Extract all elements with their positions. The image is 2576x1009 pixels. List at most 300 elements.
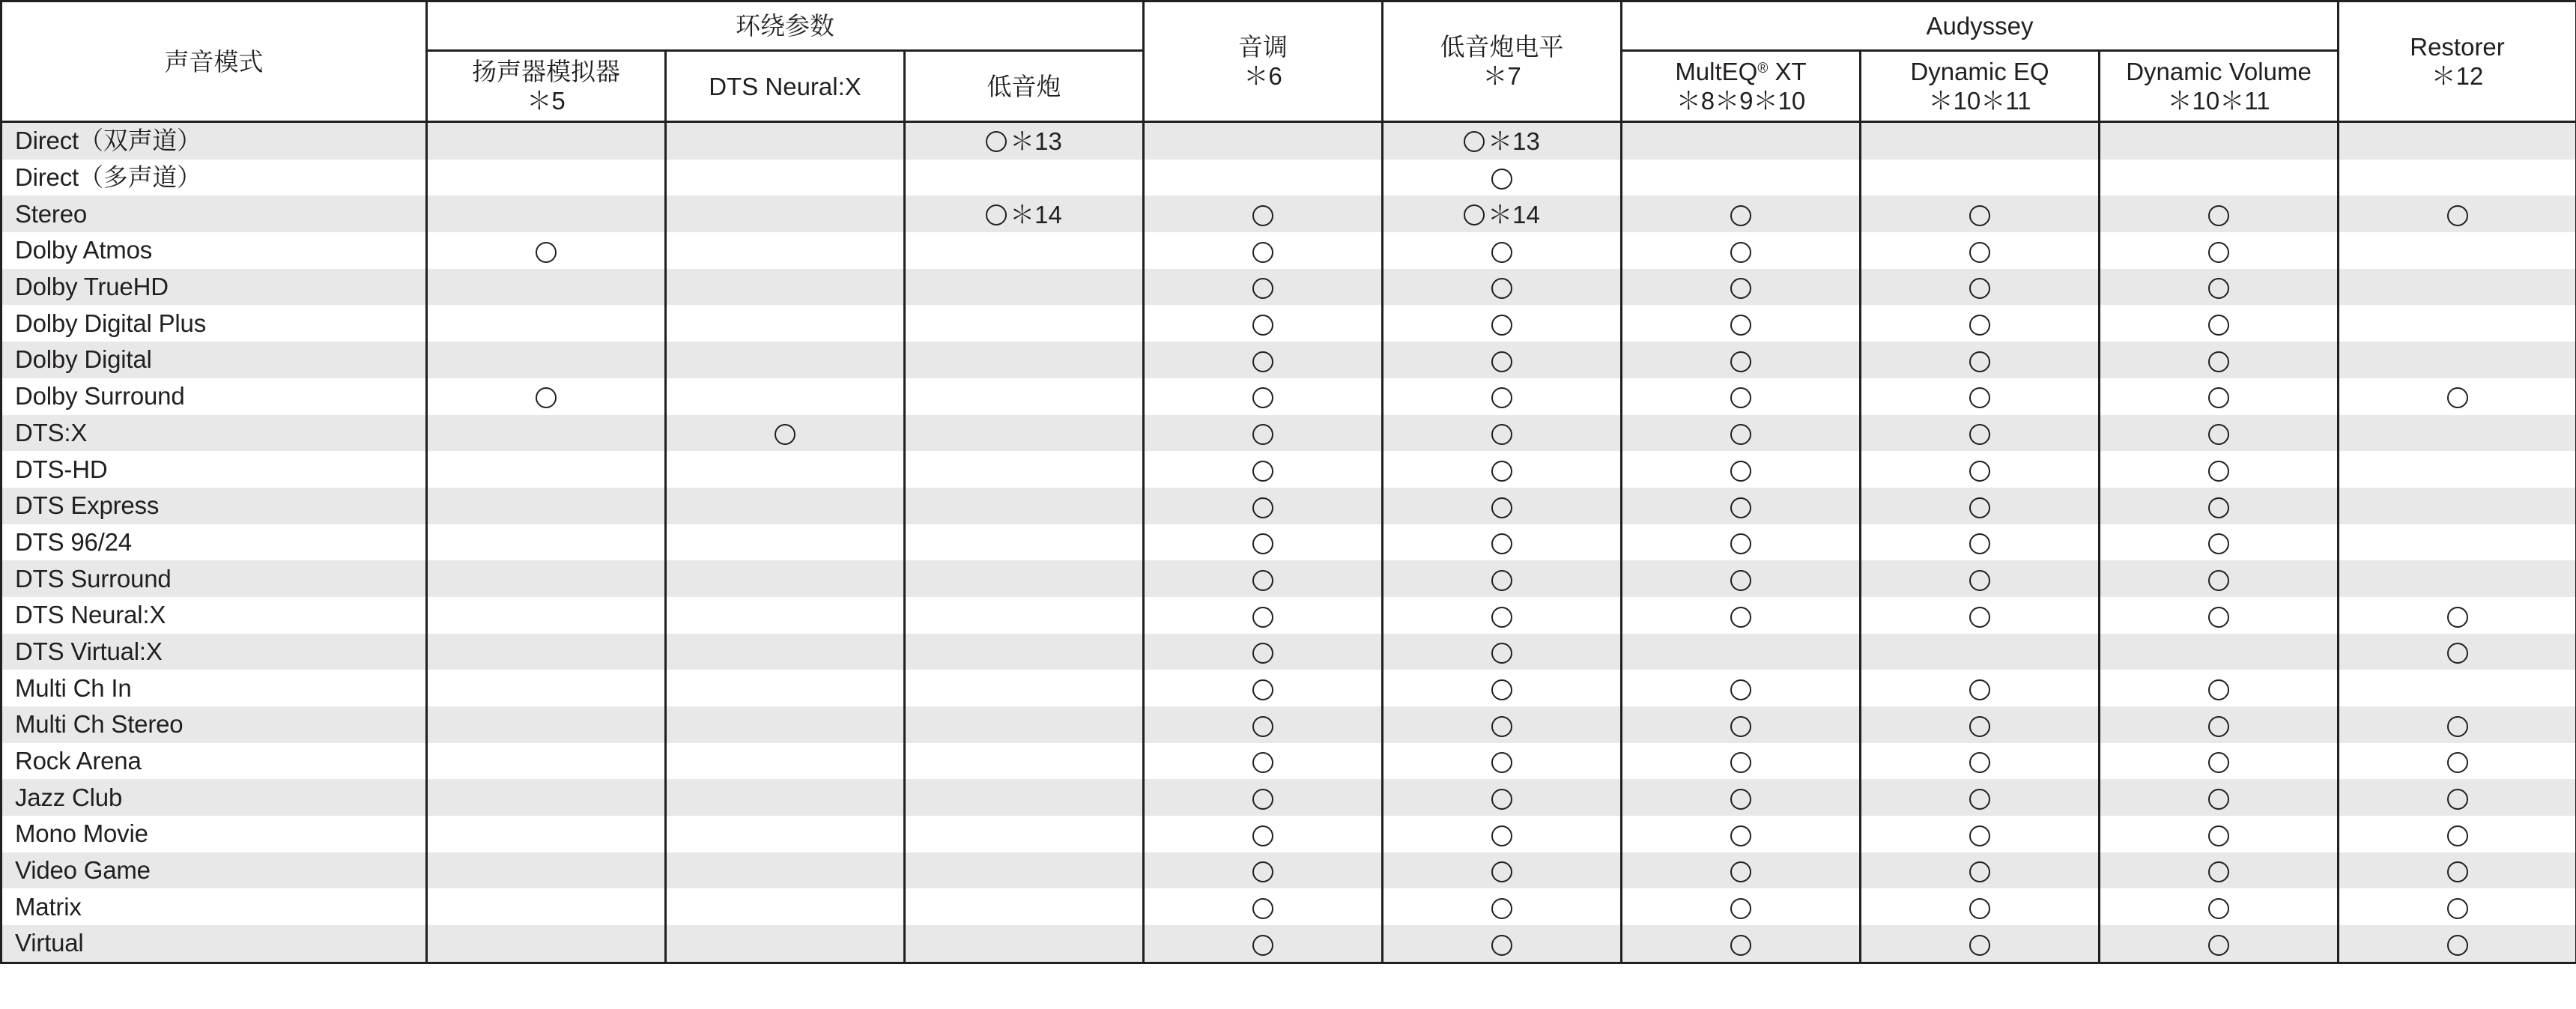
supported-circle-icon (1730, 533, 1751, 554)
supported-circle-icon (1969, 387, 1990, 408)
table-row (1, 488, 2576, 524)
supported-circle-icon (2447, 643, 2468, 664)
cell-dynamic-volume (2100, 415, 2339, 452)
supported-circle-icon (1491, 570, 1512, 591)
cell-dynamic-eq (1861, 634, 2100, 670)
table-row (1, 196, 2576, 232)
supported-circle-icon (1491, 533, 1512, 554)
header-sound-mode: 声音模式 (1, 1, 427, 122)
supported-circle-icon (1252, 935, 1273, 956)
cell-speaker-virtualizer (427, 634, 666, 670)
cell-dts-neural-x (666, 378, 905, 415)
supported-circle-icon (2208, 861, 2229, 882)
cell-dynamic-eq (1861, 415, 2100, 452)
cell-speaker-virtualizer (427, 196, 666, 232)
table-row (1, 597, 2576, 634)
table-row (1, 269, 2576, 306)
cell-speaker-virtualizer (427, 232, 666, 269)
supported-circle-icon (2447, 387, 2468, 408)
cell-dynamic-eq (1861, 524, 2100, 561)
table-row (1, 925, 2576, 963)
supported-circle-icon (1730, 315, 1751, 336)
cell-multeq-xt (1622, 634, 1861, 670)
header-speaker-virtualizer (427, 51, 666, 122)
cell-multeq-xt (1622, 342, 1861, 378)
table-row (1, 706, 2576, 743)
cell-restorer (2339, 670, 2576, 706)
supported-circle-icon (2208, 789, 2229, 810)
cell-tone (1144, 852, 1383, 889)
cell-multeq-xt (1622, 779, 1861, 816)
supported-circle-icon (2208, 533, 2229, 554)
cell-tone (1144, 196, 1383, 232)
cell-dts-neural-x (666, 415, 905, 452)
supported-circle-icon (1969, 861, 1990, 882)
cell-tone (1144, 378, 1383, 415)
supported-circle-icon (1969, 278, 1990, 299)
cell-dynamic-eq (1861, 232, 2100, 269)
supported-circle-icon (1491, 315, 1512, 336)
supported-circle-icon (1730, 789, 1751, 810)
cell-subwoofer (905, 670, 1144, 706)
cell-speaker-virtualizer (427, 925, 666, 963)
table-row (1, 415, 2576, 452)
cell-subwoofer-level (1383, 232, 1622, 269)
cell-tone (1144, 743, 1383, 780)
cell-dynamic-volume (2100, 232, 2339, 269)
sound-mode-name: Dolby Atmos (1, 232, 427, 269)
cell-restorer (2339, 743, 2576, 780)
supported-circle-icon (2208, 607, 2229, 628)
header-subwoofer: 低音炮 (905, 51, 1144, 122)
cell-multeq-xt (1622, 305, 1861, 342)
supported-circle-icon (1491, 898, 1512, 919)
cell-subwoofer (905, 196, 1144, 232)
cell-subwoofer (905, 816, 1144, 852)
cell-subwoofer-level (1383, 122, 1622, 160)
cell-dts-neural-x (666, 451, 905, 488)
supported-circle-icon (1252, 752, 1273, 773)
supported-circle-icon (1464, 131, 1485, 152)
table-row (1, 342, 2576, 378)
supported-circle-icon (1730, 242, 1751, 263)
cell-tone (1144, 160, 1383, 196)
table-row (1, 232, 2576, 269)
header-dynamic-eq-label: Dynamic EQ (1910, 58, 2049, 85)
header-tone-note: ＊6 (1243, 62, 1282, 90)
supported-circle-icon (2447, 935, 2468, 956)
header-dynamic-eq (1861, 51, 2100, 122)
cell-dynamic-eq (1861, 451, 2100, 488)
cell-dynamic-volume (2100, 160, 2339, 196)
header-dts-neural-x: DTS Neural:X (666, 51, 905, 122)
header-dynamic-eq-note: ＊10＊11 (1928, 87, 2031, 115)
supported-circle-icon (1730, 387, 1751, 408)
cell-dts-neural-x (666, 888, 905, 925)
supported-circle-icon (1491, 351, 1512, 372)
sound-mode-name: Video Game (1, 852, 427, 889)
cell-subwoofer (905, 779, 1144, 816)
supported-circle-icon (2208, 387, 2229, 408)
cell-speaker-virtualizer (427, 888, 666, 925)
supported-circle-icon (1730, 497, 1751, 518)
supported-circle-icon (1730, 935, 1751, 956)
cell-subwoofer (905, 451, 1144, 488)
cell-multeq-xt (1622, 888, 1861, 925)
table-row (1, 852, 2576, 889)
cell-subwoofer (905, 415, 1144, 452)
header-subwoofer-level-label: 低音炮电平 (1440, 33, 1564, 61)
cell-dts-neural-x (666, 232, 905, 269)
cell-tone (1144, 925, 1383, 963)
supported-circle-icon (1491, 387, 1512, 408)
supported-circle-icon (536, 242, 557, 263)
cell-subwoofer-level (1383, 378, 1622, 415)
supported-circle-icon (1491, 278, 1512, 299)
supported-circle-icon (1969, 679, 1990, 700)
cell-dynamic-eq (1861, 816, 2100, 852)
supported-circle-icon (1491, 461, 1512, 482)
cell-dynamic-eq (1861, 560, 2100, 597)
cell-restorer (2339, 816, 2576, 852)
supported-circle-icon (775, 424, 795, 445)
sound-mode-name: DTS-HD (1, 451, 427, 488)
cell-dts-neural-x (666, 305, 905, 342)
supported-circle-icon (1969, 752, 1990, 773)
cell-dts-neural-x (666, 670, 905, 706)
cell-dynamic-eq (1861, 342, 2100, 378)
supported-circle-icon (1252, 205, 1273, 226)
supported-circle-icon (1491, 825, 1512, 846)
header-tone-label: 音调 (1238, 33, 1288, 61)
cell-speaker-virtualizer (427, 779, 666, 816)
supported-circle-icon (1730, 424, 1751, 445)
multeq-text: MultEQ (1675, 58, 1758, 85)
supported-circle-icon (1491, 607, 1512, 628)
supported-circle-icon (2208, 461, 2229, 482)
cell-multeq-xt (1622, 925, 1861, 963)
cell-dynamic-volume (2100, 122, 2339, 160)
cell-restorer (2339, 196, 2576, 232)
sound-mode-name: Stereo (1, 196, 427, 232)
supported-circle-icon (1252, 679, 1273, 700)
cell-dynamic-volume (2100, 342, 2339, 378)
supported-circle-icon (1491, 716, 1512, 737)
header-restorer (2339, 1, 2576, 122)
sound-mode-name: Direct（双声道） (1, 122, 427, 160)
cell-subwoofer (905, 888, 1144, 925)
cell-dynamic-volume (2100, 378, 2339, 415)
supported-circle-icon (1252, 716, 1273, 737)
cell-dynamic-eq (1861, 852, 2100, 889)
cell-subwoofer-level (1383, 415, 1622, 452)
supported-circle-icon (1730, 861, 1751, 882)
supported-circle-icon (1491, 679, 1512, 700)
supported-circle-icon (1491, 752, 1512, 773)
cell-multeq-xt (1622, 122, 1861, 160)
supported-circle-icon (2208, 497, 2229, 518)
cell-dts-neural-x (666, 342, 905, 378)
cell-subwoofer (905, 852, 1144, 889)
cell-dynamic-volume (2100, 888, 2339, 925)
cell-restorer (2339, 488, 2576, 524)
cell-subwoofer-level (1383, 160, 1622, 196)
supported-circle-icon (2447, 789, 2468, 810)
cell-dynamic-eq (1861, 305, 2100, 342)
supported-circle-icon (1491, 861, 1512, 882)
sound-mode-name: Jazz Club (1, 779, 427, 816)
supported-circle-icon (2208, 570, 2229, 591)
footnote-ref: ＊14 (1488, 200, 1540, 228)
cell-dts-neural-x (666, 160, 905, 196)
cell-subwoofer-level (1383, 743, 1622, 780)
cell-dynamic-eq (1861, 378, 2100, 415)
cell-subwoofer (905, 232, 1144, 269)
cell-speaker-virtualizer (427, 305, 666, 342)
cell-subwoofer-level (1383, 779, 1622, 816)
cell-dynamic-eq (1861, 743, 2100, 780)
cell-tone (1144, 488, 1383, 524)
cell-subwoofer (905, 122, 1144, 160)
cell-dynamic-eq (1861, 160, 2100, 196)
header-dynamic-volume (2100, 51, 2339, 122)
cell-dynamic-volume (2100, 779, 2339, 816)
table-header (1, 1, 2576, 122)
cell-dts-neural-x (666, 560, 905, 597)
supported-circle-icon (1730, 205, 1751, 226)
sound-mode-name: Matrix (1, 888, 427, 925)
cell-dts-neural-x (666, 852, 905, 889)
header-restorer-label: Restorer (2410, 33, 2505, 61)
supported-circle-icon (1969, 351, 1990, 372)
supported-circle-icon (2447, 861, 2468, 882)
sound-mode-name: Rock Arena (1, 743, 427, 780)
cell-multeq-xt (1622, 706, 1861, 743)
cell-subwoofer (905, 524, 1144, 561)
cell-speaker-virtualizer (427, 597, 666, 634)
cell-subwoofer (905, 634, 1144, 670)
cell-subwoofer (905, 597, 1144, 634)
cell-subwoofer-level (1383, 852, 1622, 889)
cell-tone (1144, 415, 1383, 452)
supported-circle-icon (1252, 278, 1273, 299)
cell-dynamic-volume (2100, 305, 2339, 342)
cell-dts-neural-x (666, 743, 905, 780)
supported-circle-icon (1252, 387, 1273, 408)
cell-tone (1144, 816, 1383, 852)
cell-tone (1144, 232, 1383, 269)
cell-multeq-xt (1622, 816, 1861, 852)
cell-restorer (2339, 451, 2576, 488)
cell-speaker-virtualizer (427, 122, 666, 160)
table-row (1, 451, 2576, 488)
supported-circle-icon (2447, 825, 2468, 846)
cell-restorer (2339, 160, 2576, 196)
cell-tone (1144, 560, 1383, 597)
cell-restorer (2339, 415, 2576, 452)
header-dynamic-volume-note: ＊10＊11 (2167, 87, 2270, 115)
supported-circle-icon (1491, 424, 1512, 445)
cell-dts-neural-x (666, 122, 905, 160)
supported-circle-icon (2208, 935, 2229, 956)
cell-multeq-xt (1622, 451, 1861, 488)
sound-mode-name: Multi Ch Stereo (1, 706, 427, 743)
cell-subwoofer (905, 743, 1144, 780)
supported-circle-icon (1252, 607, 1273, 628)
header-speaker-virtualizer-note: ＊5 (527, 87, 566, 115)
cell-dynamic-volume (2100, 597, 2339, 634)
cell-multeq-xt (1622, 488, 1861, 524)
sound-mode-name: Dolby Surround (1, 378, 427, 415)
cell-dts-neural-x (666, 706, 905, 743)
cell-dynamic-eq (1861, 779, 2100, 816)
sound-mode-name: DTS Express (1, 488, 427, 524)
cell-subwoofer-level (1383, 342, 1622, 378)
footnote-ref: ＊14 (1010, 200, 1062, 228)
supported-circle-icon (1252, 242, 1273, 263)
sound-mode-name: Virtual (1, 925, 427, 963)
supported-circle-icon (1252, 643, 1273, 664)
cell-multeq-xt (1622, 524, 1861, 561)
supported-circle-icon (1969, 242, 1990, 263)
cell-dynamic-eq (1861, 925, 2100, 963)
cell-dynamic-volume (2100, 488, 2339, 524)
cell-restorer (2339, 269, 2576, 306)
cell-speaker-virtualizer (427, 852, 666, 889)
cell-subwoofer (905, 488, 1144, 524)
cell-subwoofer (905, 378, 1144, 415)
cell-speaker-virtualizer (427, 524, 666, 561)
cell-subwoofer-level (1383, 196, 1622, 232)
cell-multeq-xt (1622, 743, 1861, 780)
cell-dynamic-volume (2100, 743, 2339, 780)
supported-circle-icon (1969, 533, 1990, 554)
cell-dts-neural-x (666, 488, 905, 524)
cell-tone (1144, 634, 1383, 670)
cell-dynamic-eq (1861, 196, 2100, 232)
supported-circle-icon (2208, 679, 2229, 700)
supported-circle-icon (1969, 825, 1990, 846)
supported-circle-icon (986, 131, 1007, 152)
sound-mode-name: Multi Ch In (1, 670, 427, 706)
registered-mark: ® (1757, 61, 1769, 76)
cell-dts-neural-x (666, 524, 905, 561)
cell-dynamic-eq (1861, 488, 2100, 524)
supported-circle-icon (1730, 461, 1751, 482)
supported-circle-icon (2208, 242, 2229, 263)
supported-circle-icon (1491, 789, 1512, 810)
supported-circle-icon (1252, 789, 1273, 810)
sound-mode-name: DTS Surround (1, 560, 427, 597)
cell-speaker-virtualizer (427, 560, 666, 597)
header-subwoofer-level (1383, 1, 1622, 122)
cell-restorer (2339, 378, 2576, 415)
cell-tone (1144, 451, 1383, 488)
cell-multeq-xt (1622, 670, 1861, 706)
cell-speaker-virtualizer (427, 342, 666, 378)
footnote-ref: ＊13 (1488, 127, 1540, 156)
cell-subwoofer-level (1383, 269, 1622, 306)
cell-subwoofer-level (1383, 634, 1622, 670)
header-audyssey: Audyssey (1622, 1, 2339, 51)
cell-restorer (2339, 122, 2576, 160)
supported-circle-icon (1730, 278, 1751, 299)
cell-tone (1144, 888, 1383, 925)
table-row (1, 122, 2576, 160)
supported-circle-icon (1491, 643, 1512, 664)
header-multeq-xt-note: ＊8＊9＊10 (1676, 87, 1806, 115)
cell-multeq-xt (1622, 269, 1861, 306)
cell-speaker-virtualizer (427, 451, 666, 488)
supported-circle-icon (1252, 898, 1273, 919)
supported-circle-icon (2447, 752, 2468, 773)
cell-dynamic-volume (2100, 816, 2339, 852)
supported-circle-icon (2208, 825, 2229, 846)
table-row (1, 305, 2576, 342)
supported-circle-icon (1969, 789, 1990, 810)
cell-dynamic-volume (2100, 852, 2339, 889)
supported-circle-icon (2447, 716, 2468, 737)
supported-circle-icon (1730, 570, 1751, 591)
sound-mode-name: DTS Virtual:X (1, 634, 427, 670)
supported-circle-icon (2447, 205, 2468, 226)
table-row (1, 160, 2576, 196)
header-multeq-xt-label (1622, 57, 1859, 86)
supported-circle-icon (1491, 169, 1512, 190)
supported-circle-icon (1969, 461, 1990, 482)
cell-subwoofer (905, 560, 1144, 597)
cell-subwoofer (905, 706, 1144, 743)
cell-restorer (2339, 560, 2576, 597)
cell-dynamic-volume (2100, 925, 2339, 963)
multeq-suffix: XT (1768, 58, 1807, 85)
sound-mode-name: DTS Neural:X (1, 597, 427, 634)
header-subwoofer-level-note: ＊7 (1482, 62, 1521, 90)
supported-circle-icon (1252, 497, 1273, 518)
supported-circle-icon (1491, 242, 1512, 263)
cell-dts-neural-x (666, 597, 905, 634)
cell-dts-neural-x (666, 925, 905, 963)
cell-dynamic-volume (2100, 706, 2339, 743)
header-speaker-virtualizer-label: 扬声器模拟器 (472, 58, 620, 85)
cell-multeq-xt (1622, 196, 1861, 232)
cell-dynamic-eq (1861, 706, 2100, 743)
cell-multeq-xt (1622, 232, 1861, 269)
cell-subwoofer (905, 925, 1144, 963)
cell-subwoofer-level (1383, 560, 1622, 597)
cell-restorer (2339, 706, 2576, 743)
cell-restorer (2339, 634, 2576, 670)
header-multeq-xt (1622, 51, 1861, 122)
supported-circle-icon (1491, 497, 1512, 518)
cell-speaker-virtualizer (427, 670, 666, 706)
cell-dynamic-eq (1861, 597, 2100, 634)
footnote-ref: ＊13 (1010, 127, 1062, 156)
supported-circle-icon (1969, 935, 1990, 956)
cell-dynamic-volume (2100, 634, 2339, 670)
cell-tone (1144, 670, 1383, 706)
sound-mode-name: Direct（多声道） (1, 160, 427, 196)
cell-multeq-xt (1622, 415, 1861, 452)
supported-circle-icon (1252, 570, 1273, 591)
supported-circle-icon (2208, 278, 2229, 299)
supported-circle-icon (2208, 315, 2229, 336)
cell-speaker-virtualizer (427, 488, 666, 524)
cell-restorer (2339, 888, 2576, 925)
cell-restorer (2339, 852, 2576, 889)
sound-mode-name: Dolby Digital Plus (1, 305, 427, 342)
cell-subwoofer-level (1383, 488, 1622, 524)
